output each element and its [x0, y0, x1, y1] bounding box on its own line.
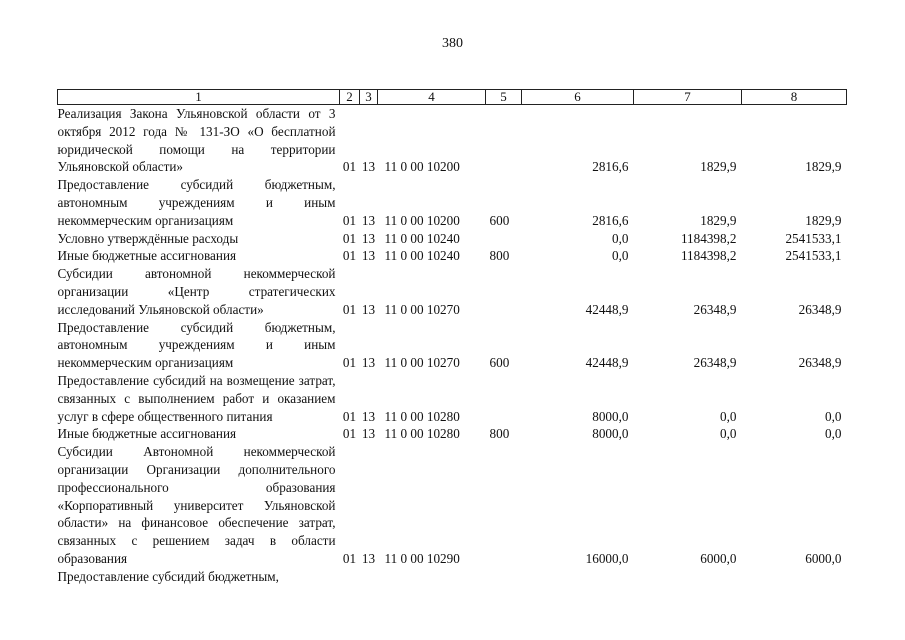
amount-col6: 2816,6 — [592, 159, 629, 175]
expense-type-code: 600 — [489, 355, 510, 371]
budget-table — [57, 89, 847, 586]
expense-type-code — [486, 372, 522, 425]
amount-col7: 6000,0 — [700, 550, 737, 566]
target-article-code: 11 0 00 10270 — [384, 355, 460, 371]
table-row-continued — [58, 568, 847, 586]
target-article-code: 11 0 00 10290 — [384, 550, 460, 566]
table-row — [58, 372, 847, 425]
table-row — [58, 319, 847, 372]
table-row — [58, 443, 847, 568]
table-row — [58, 230, 847, 248]
column-header: 7 — [634, 90, 742, 105]
subsection-code: 13 — [361, 355, 376, 371]
section-code: 01 — [342, 301, 357, 317]
table-row — [58, 425, 847, 443]
subsection-code: 13 — [361, 248, 376, 264]
column-header: 3 — [360, 90, 378, 105]
section-code: 01 — [342, 550, 357, 566]
subsection-code: 13 — [361, 230, 376, 246]
expense-type-code — [486, 265, 522, 318]
target-article-code: 11 0 00 10270 — [384, 301, 460, 317]
expense-name: Предоставление субсидий бюджетным, автономным учреждениям и иным некоммерческим организациям — [57, 319, 336, 371]
amount-col6: 0,0 — [612, 230, 629, 246]
table-row — [58, 247, 847, 265]
amount-col7: 0,0 — [720, 408, 737, 424]
expense-name: Реализация Закона Ульяновской области от 3 октября 2012 года № 131-ЗО «О бесплатной юридической помощи на территории Ульяновской области» — [57, 106, 336, 175]
target-article-code: 11 0 00 10240 — [384, 248, 460, 264]
expense-name: Условно утверждённые расходы — [57, 230, 239, 246]
table-row — [58, 265, 847, 318]
expense-type-code: 800 — [489, 248, 510, 264]
amount-col7: 1829,9 — [700, 212, 737, 228]
section-code: 01 — [342, 212, 357, 228]
section-code: 01 — [342, 355, 357, 371]
amount-col8: 2541533,1 — [785, 248, 842, 264]
expense-name: Субсидии Автономной некоммерческой организации Организации дополнительного профессионального образования «Корпоративный университет Ульяновской области» на финансовое обеспечение затрат, связанных с решением задач в области образования — [57, 444, 336, 566]
amount-col6: 42448,9 — [585, 301, 629, 317]
subsection-code: 13 — [361, 212, 376, 228]
header-row — [58, 90, 847, 105]
target-article-code: 11 0 00 10280 — [384, 426, 460, 442]
section-code: 01 — [342, 426, 357, 442]
expense-type-code — [486, 230, 522, 248]
amount-col8: 26348,9 — [798, 301, 842, 317]
table-row — [58, 176, 847, 229]
expense-name: Иные бюджетные ассигнования — [57, 248, 237, 264]
target-article-code: 11 0 00 10240 — [384, 230, 460, 246]
subsection-code: 13 — [361, 550, 376, 566]
subsection-code: 13 — [361, 159, 376, 175]
amount-col6: 8000,0 — [592, 408, 629, 424]
section-code: 01 — [342, 159, 357, 175]
column-header: 8 — [742, 90, 847, 105]
amount-col8: 2541533,1 — [785, 230, 842, 246]
table-row — [58, 105, 847, 177]
subsection-code: 13 — [361, 408, 376, 424]
subsection-code: 13 — [361, 426, 376, 442]
amount-col7: 1829,9 — [700, 159, 737, 175]
amount-col7: 26348,9 — [693, 355, 737, 371]
amount-col7: 1184398,2 — [680, 230, 737, 246]
amount-col8: 1829,9 — [805, 212, 842, 228]
target-article-code: 11 0 00 10280 — [384, 408, 460, 424]
expense-name: Иные бюджетные ассигнования — [57, 426, 237, 442]
section-code: 01 — [342, 408, 357, 424]
column-header: 4 — [378, 90, 486, 105]
amount-col6: 0,0 — [612, 248, 629, 264]
amount-col6: 8000,0 — [592, 426, 629, 442]
amount-col6: 2816,6 — [592, 212, 629, 228]
amount-col8: 6000,0 — [805, 550, 842, 566]
expense-type-code — [486, 443, 522, 568]
subsection-code: 13 — [361, 301, 376, 317]
amount-col7: 26348,9 — [693, 301, 737, 317]
expense-type-code — [486, 105, 522, 177]
amount-col8: 26348,9 — [798, 355, 842, 371]
page-number: 380 — [442, 36, 463, 51]
amount-col8: 0,0 — [825, 408, 842, 424]
expense-type-code: 600 — [489, 212, 510, 228]
column-header: 5 — [486, 90, 522, 105]
amount-col7: 1184398,2 — [680, 248, 737, 264]
amount-col8: 0,0 — [825, 426, 842, 442]
expense-name: Предоставление субсидий бюджетным, автономным учреждениям и иным некоммерческим организациям — [57, 177, 336, 228]
section-code: 01 — [342, 248, 357, 264]
target-article-code: 11 0 00 10200 — [384, 212, 460, 228]
column-header: 6 — [522, 90, 634, 105]
expense-name: Субсидии автономной некоммерческой организации «Центр стратегических исследований Ульяновской области» — [57, 266, 336, 317]
expense-type-code: 800 — [489, 426, 510, 442]
column-header: 1 — [58, 90, 340, 105]
column-header: 2 — [340, 90, 360, 105]
amount-col7: 0,0 — [720, 426, 737, 442]
amount-col6: 16000,0 — [585, 550, 629, 566]
amount-col6: 42448,9 — [585, 355, 629, 371]
section-code: 01 — [342, 230, 357, 246]
amount-col8: 1829,9 — [805, 159, 842, 175]
target-article-code: 11 0 00 10200 — [384, 159, 460, 175]
expense-name: Предоставление субсидий на возмещение затрат, связанных с выполнением работ и оказанием услуг в сфере общественного питания — [57, 372, 336, 424]
expense-name: Предоставление субсидий бюджетным, — [57, 568, 279, 584]
